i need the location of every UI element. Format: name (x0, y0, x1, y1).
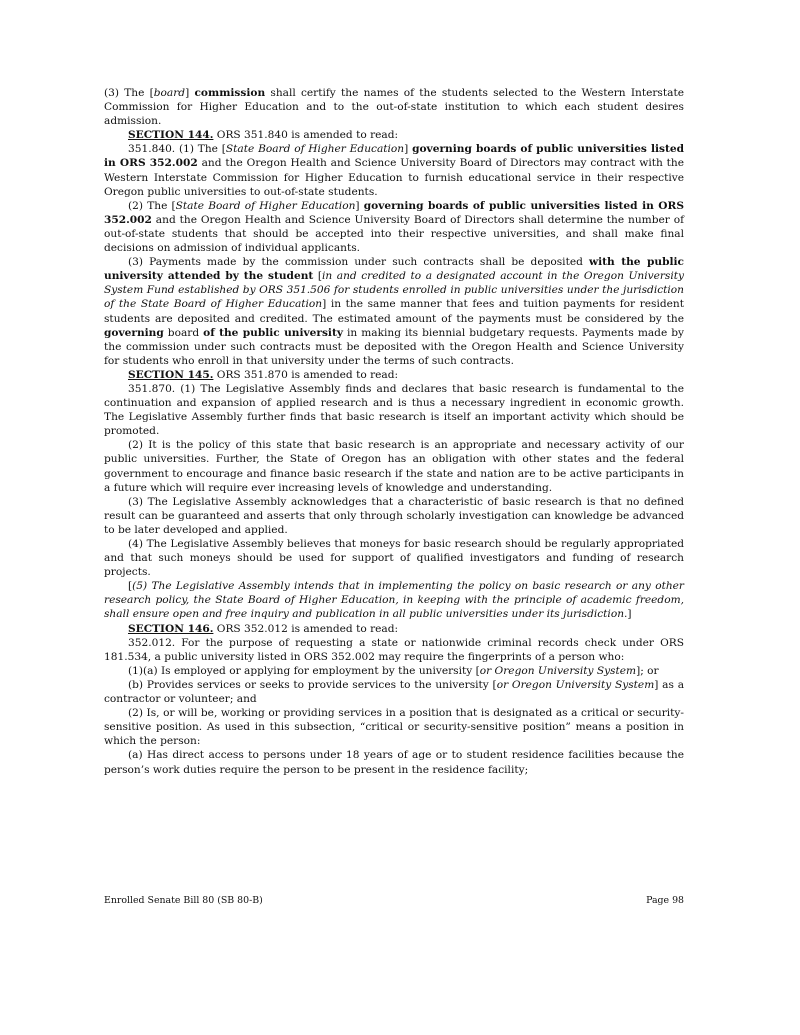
text-run: board (163, 326, 204, 339)
footer-page-number: Page 98 (646, 895, 684, 906)
bold-text: of the public university (203, 326, 344, 339)
text-run: ] (404, 143, 413, 156)
paragraph (104, 255, 684, 368)
paragraph (104, 636, 684, 664)
bold-text: governing (104, 326, 164, 339)
text-run: ORS 351.840 is amended to read: (213, 129, 399, 142)
text-run: in making its biennial budgetary requests. Payments made by the commission under such contracts must be deposited with the Oregon Health and Science University for students who enroll in that university under the terms of such contracts. (104, 326, 684, 367)
section-heading: SECTION 146. (128, 622, 214, 635)
text-run: shall certify the names of the students selected to the Western Interstate Commission for Higher Education and to the out-of-state institution to which each student desires admission. (104, 87, 684, 128)
text-run: 351.840. (1) The [ (128, 143, 226, 156)
text-run: (2) It is the policy of this state that basic research is an appropriate and necessary activity of our public universities. Further, the State of Oregon has an obligation with other states and the federal government to encourage and finance basic research if the state and nation are to be active participants in a future which will require ever increasing levels of knowledge and understanding. (104, 439, 684, 494)
italic-text: State Board of Higher Education (225, 143, 405, 156)
paragraph (104, 537, 684, 579)
text-run: ] in the same manner that fees and tuition payments for resident students are deposited and credited. The estimated amount of the payments must be considered by the (104, 298, 684, 325)
page-footer (104, 895, 684, 906)
paragraph (104, 86, 684, 128)
text-run: ] (355, 199, 364, 212)
italic-text: board (153, 87, 186, 99)
italic-text: or Oregon University System (496, 678, 655, 691)
text-run: (2) Is, or will be, working or providing services in a position that is designated as a critical or security-sensitive position. As used in this subsection, “critical or security-sensitive position” means a position in which the person: (104, 707, 684, 748)
text-run: [ (128, 580, 133, 593)
text-run: ]; or (636, 664, 659, 677)
paragraph (104, 368, 684, 382)
text-run: ] as a contractor or volunteer; and (104, 678, 685, 706)
text-run: ORS 351.870 is amended to read: (213, 368, 399, 381)
text-run: (3) Payments made by the commission under such contracts shall be deposited (128, 256, 590, 269)
paragraph (104, 579, 684, 621)
footer-bill-name: Enrolled Senate Bill 80 (SB 80-B) (104, 895, 263, 906)
paragraph (104, 142, 684, 198)
text-run: (4) The Legislative Assembly believes that moneys for basic research should be regularly appropriated and that such moneys should be used for support of qualified investigators and funding of research projects. (104, 538, 684, 579)
bold-text: commission (194, 87, 266, 99)
paragraph (104, 706, 684, 748)
bold-text: governing boards of public universities listed in ORS 352.002 (104, 143, 685, 170)
text-run: (3) The [ (104, 87, 154, 99)
text-run: and the Oregon Health and Science University Board of Directors may contract with the Western Interstate Commission for Higher Education to furnish educational service in their respective Oregon public universities to out-of-state students. (104, 157, 685, 198)
italic-text: or Oregon University System (479, 664, 637, 677)
bold-text: governing boards of public universities listed in ORS 352.002 (104, 199, 684, 226)
paragraph (104, 438, 684, 494)
italic-text: State Board of Higher Education (175, 199, 356, 212)
text-run: 351.870. (1) The Legislative Assembly finds and declares that basic research is fundamental to the continuation and expansion of applied research and is thus a necessary ingredient in economic growth. The Legislative Assembly further finds that basic research is itself an important activity which should be promoted. (104, 382, 684, 438)
text-run: (b) Provides services or seeks to provide services to the university [ (128, 678, 497, 691)
text-run: (1)(a) Is employed or applying for employment by the university [ (128, 664, 480, 677)
bold-text: with the public university attended by the student (104, 256, 685, 283)
paragraph (104, 748, 684, 776)
italic-text: in and credited to a designated account in the Oregon University System Fund established by ORS 351.506 for students enrolled in public universities under the jurisdiction of the State Board of Higher Education (104, 270, 684, 311)
text-run: ORS 352.012 is amended to read: (213, 622, 399, 635)
text-run: (a) Has direct access to persons under 18 years of age or to student residence facilities because the person’s work duties require the person to be present in the residence facility; (104, 749, 684, 776)
paragraph (104, 382, 684, 438)
paragraph (104, 664, 684, 678)
paragraph (104, 678, 684, 706)
text-run: ] (627, 608, 632, 621)
paragraph (104, 622, 684, 636)
section-heading: SECTION 144. (128, 129, 214, 142)
text-run: and the Oregon Health and Science University Board of Directors shall determine the number of out-of-state students that should be accepted into their respective universities, and shall make final decisions on admission of individual applicants. (104, 213, 684, 255)
text-run: (3) The Legislative Assembly acknowledges that a characteristic of basic research is that no defined result can be guaranteed and asserts that only through scholarly investigation can knowledge be advanced to be later developed and applied. (104, 495, 684, 536)
text-run: ] (185, 87, 195, 99)
section-heading: SECTION 145. (128, 368, 214, 381)
italic-text: (5) The Legislative Assembly intends that in implementing the policy on basic research or any other research policy, the State Board of Higher Education, in keeping with the principle of academic freedom, shall ensure open and free inquiry and publication in all public universities under its jurisdiction. (104, 580, 684, 621)
paragraph (104, 495, 684, 537)
document-body (104, 86, 684, 777)
paragraph (104, 128, 684, 142)
paragraph (104, 199, 684, 255)
text-run: [ (313, 270, 322, 283)
text-run: (2) The [ (128, 199, 176, 212)
text-run: 352.012. For the purpose of requesting a state or nationwide criminal records check under ORS 181.534, a public university listed in ORS 352.002 may require the fingerprints of a person who: (104, 636, 684, 663)
